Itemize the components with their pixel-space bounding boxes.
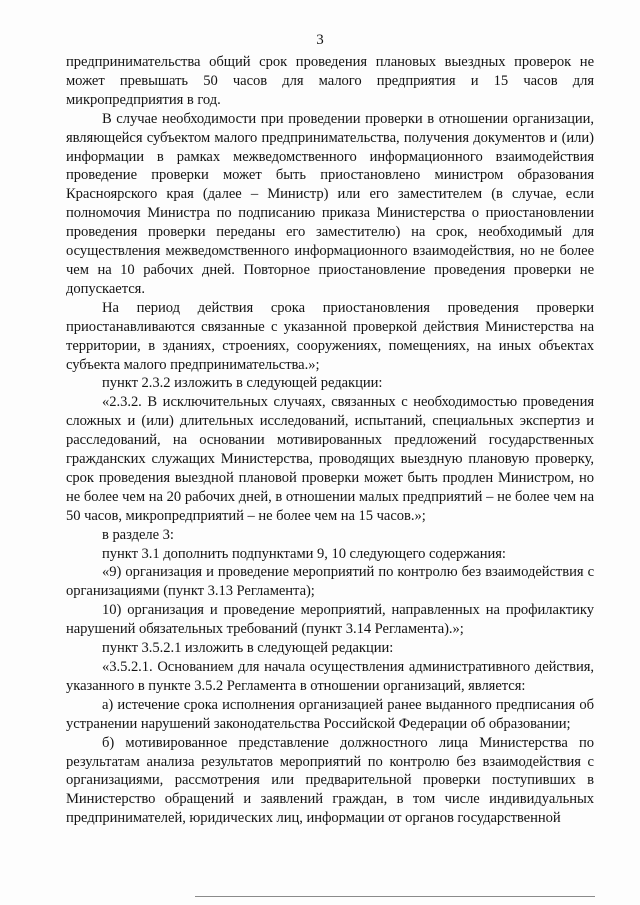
paragraph-clause-3-1-intro: пункт 3.1 дополнить подпунктами 9, 10 следующего содержания: — [102, 545, 506, 562]
paragraph-clause-2-3-2: «2.3.2. В исключительных случаях, связанных с необходимостью проведения сложных и (или) длительных исследований, испытаний, специальных экспертиз и расследований, на основании мотивированных предложений государственных гражданских служащих Министерства, проводящих выездную плановую проверку, срок проведения выездной плановой проверки может быть продлен Министром, но не более чем на 20 рабочих дней, в отношении малых предприятий – не более чем на 50 часов, микропредприятий – не более чем на 15 часов.»; — [66, 394, 594, 524]
paragraph-suspension-period: На период действия срока приостановления проведения проверки приостанавливаются связанные с указанной проверкой действия Министерства на территории, в зданиях, строениях, сооружениях, помещениях, на иных объектах субъекта малого предпринимательства.»; — [66, 299, 594, 373]
paragraph-item-10: 10) организация и проведение мероприятий, направленных на профилактику нарушений обязательных требований (пункт 3.14 Регламента).»; — [66, 602, 594, 638]
page-number: 3 — [316, 32, 324, 48]
document-body — [66, 53, 594, 828]
paragraph-clause-3-5-2-1: «3.5.2.1. Основанием для начала осуществления административного действия, указанного в пункте 3.5.2 Регламента в отношении организаций, является: — [66, 659, 594, 694]
paragraph-continuation: предпринимательства общий срок проведения плановых выездных проверок не может превышать 50 часов для малого предприятия и 15 часов для микропредприятия в год. — [66, 54, 594, 108]
paragraph-item-a: а) истечение срока исполнения организацией ранее выданного предписания об устранении нарушений законодательства Российской Федерации об образовании; — [66, 696, 594, 732]
paragraph-clause-2-3-2-intro: пункт 2.3.2 изложить в следующей редакции: — [102, 375, 383, 392]
paragraph-item-b: б) мотивированное представление должностного лица Министерства по результатам анализа результатов мероприятий по контролю без взаимодействия с организациями, рассмотрения или предварительной проверки поступивших в Министерство обращений и заявлений граждан, в том числе индивидуальных предпринимателей, юридических лиц, информации от органов государственной — [66, 734, 594, 827]
paragraph-section-3: в разделе 3: — [102, 526, 174, 543]
paragraph-clause-3-5-2-1-intro: пункт 3.5.2.1 изложить в следующей редакции: — [102, 640, 394, 657]
footer-divider — [195, 896, 595, 897]
paragraph-item-9: «9) организация и проведение мероприятий по контролю без взаимодействия с организациями (пункт 3.13 Регламента); — [66, 564, 594, 600]
paragraph-suspension: В случае необходимости при проведении проверки в отношении организации, являющейся субъектом малого предпринимательства, получения документов и (или) информации в рамках межведомственного информационного взаимодействия проведение проверки может быть приостановлено министром образования Красноярского края (далее – Министр) или его заместителем (в случае, если полномочия Министра по подписанию приказа Министерства о приостановлении проведения проверки переданы его заместителю) на срок, необходимый для осуществления межведомственного информационного взаимодействия, но не более чем на 10 рабочих дней. Повторное приостановление проведения проверки не допускается. — [66, 110, 594, 297]
